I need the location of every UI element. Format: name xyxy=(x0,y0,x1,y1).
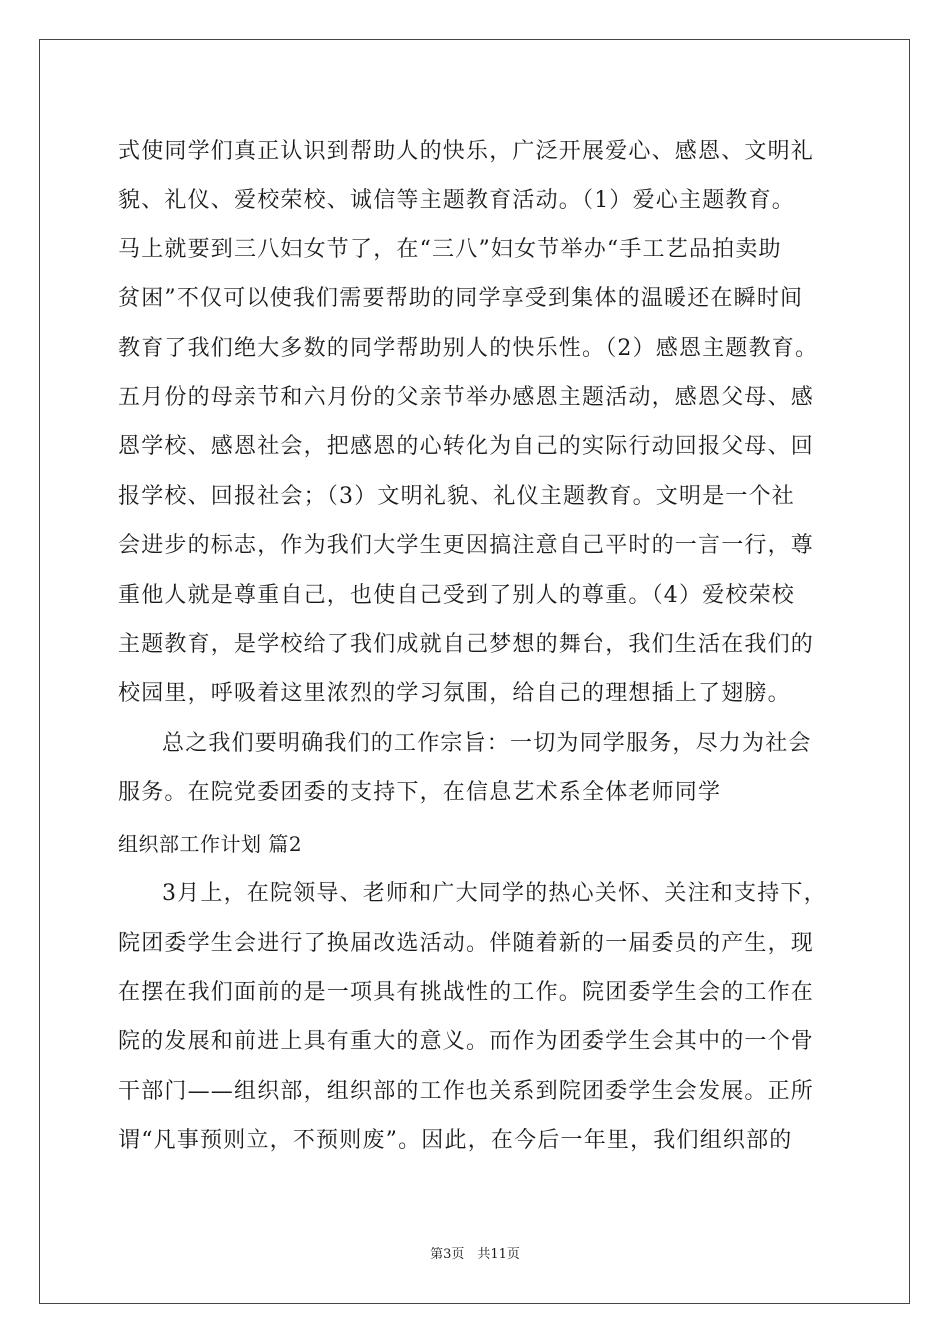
text-line: 贫困”不仅可以使我们需要帮助的同学享受到集体的温暖还在瞬时间 xyxy=(118,286,804,311)
text-line: 式使同学们真正认识到帮助人的快乐，广泛开展爱心、感恩、文明礼 xyxy=(118,139,815,164)
section-heading: 组织部工作计划 篇2 xyxy=(118,832,303,856)
text-line: 五月份的母亲节和六月份的父亲节举办感恩主题活动，感恩父母、感 xyxy=(118,385,815,410)
text-line: 在摆在我们面前的是一项具有挑战性的工作。院团委学生会的工作在 xyxy=(118,980,815,1005)
text-line: 貌、礼仪、爱校荣校、诚信等主题教育活动。（1）爱心主题教育。 xyxy=(118,188,795,213)
text-line: 重他人就是尊重自己，也使自己受到了别人的尊重。（4）爱校荣校 xyxy=(118,583,795,608)
text-line: 服务。在院党委团委的支持下，在信息艺术系全体老师同学 xyxy=(118,780,722,805)
text-line: 马上就要到三八妇女节了，在“三八”妇女节举办“手工艺品拍卖助 xyxy=(118,237,782,262)
text-line: 报学校、回报社会；（3）文明礼貌、礼仪主题教育。文明是一个社 xyxy=(118,484,795,509)
text-line: 院的发展和前进上具有重大的意义。而作为团委学生会其中的一个骨 xyxy=(118,1029,815,1054)
text-line: 会进步的标志，作为我们大学生更因搞注意自己平时的一言一行，尊 xyxy=(118,533,815,558)
text-line: 总之我们要明确我们的工作宗旨：一切为同学服务，尽力为社会 xyxy=(162,731,812,756)
text-line: 教育了我们绝大多数的同学帮助别人的快乐性。（2）感恩主题教育。 xyxy=(118,336,819,361)
text-line: 干部门——组织部，组织部的工作也关系到院团委学生会发展。正所 xyxy=(118,1079,815,1104)
text-line: 校园里，呼吸着这里浓烈的学习氛围，给自己的理想插上了翅膀。 xyxy=(118,681,791,706)
page-border xyxy=(39,39,910,1304)
text-line: 3月上，在院领导、老师和广大同学的热心关怀、关注和支持下， xyxy=(162,881,827,906)
page-number-footer: 第3页 共11页 xyxy=(430,1247,520,1262)
text-line: 主题教育，是学校给了我们成就自己梦想的舞台，我们生活在我们的 xyxy=(118,632,815,657)
text-line: 恩学校、感恩社会，把感恩的心转化为自己的实际行动回报父母、回 xyxy=(118,434,815,459)
text-line: 院团委学生会进行了换届改选活动。伴随着新的一届委员的产生，现 xyxy=(118,931,815,956)
text-line: 谓“凡事预则立，不预则废”。因此，在今后一年里，我们组织部的 xyxy=(118,1128,793,1153)
